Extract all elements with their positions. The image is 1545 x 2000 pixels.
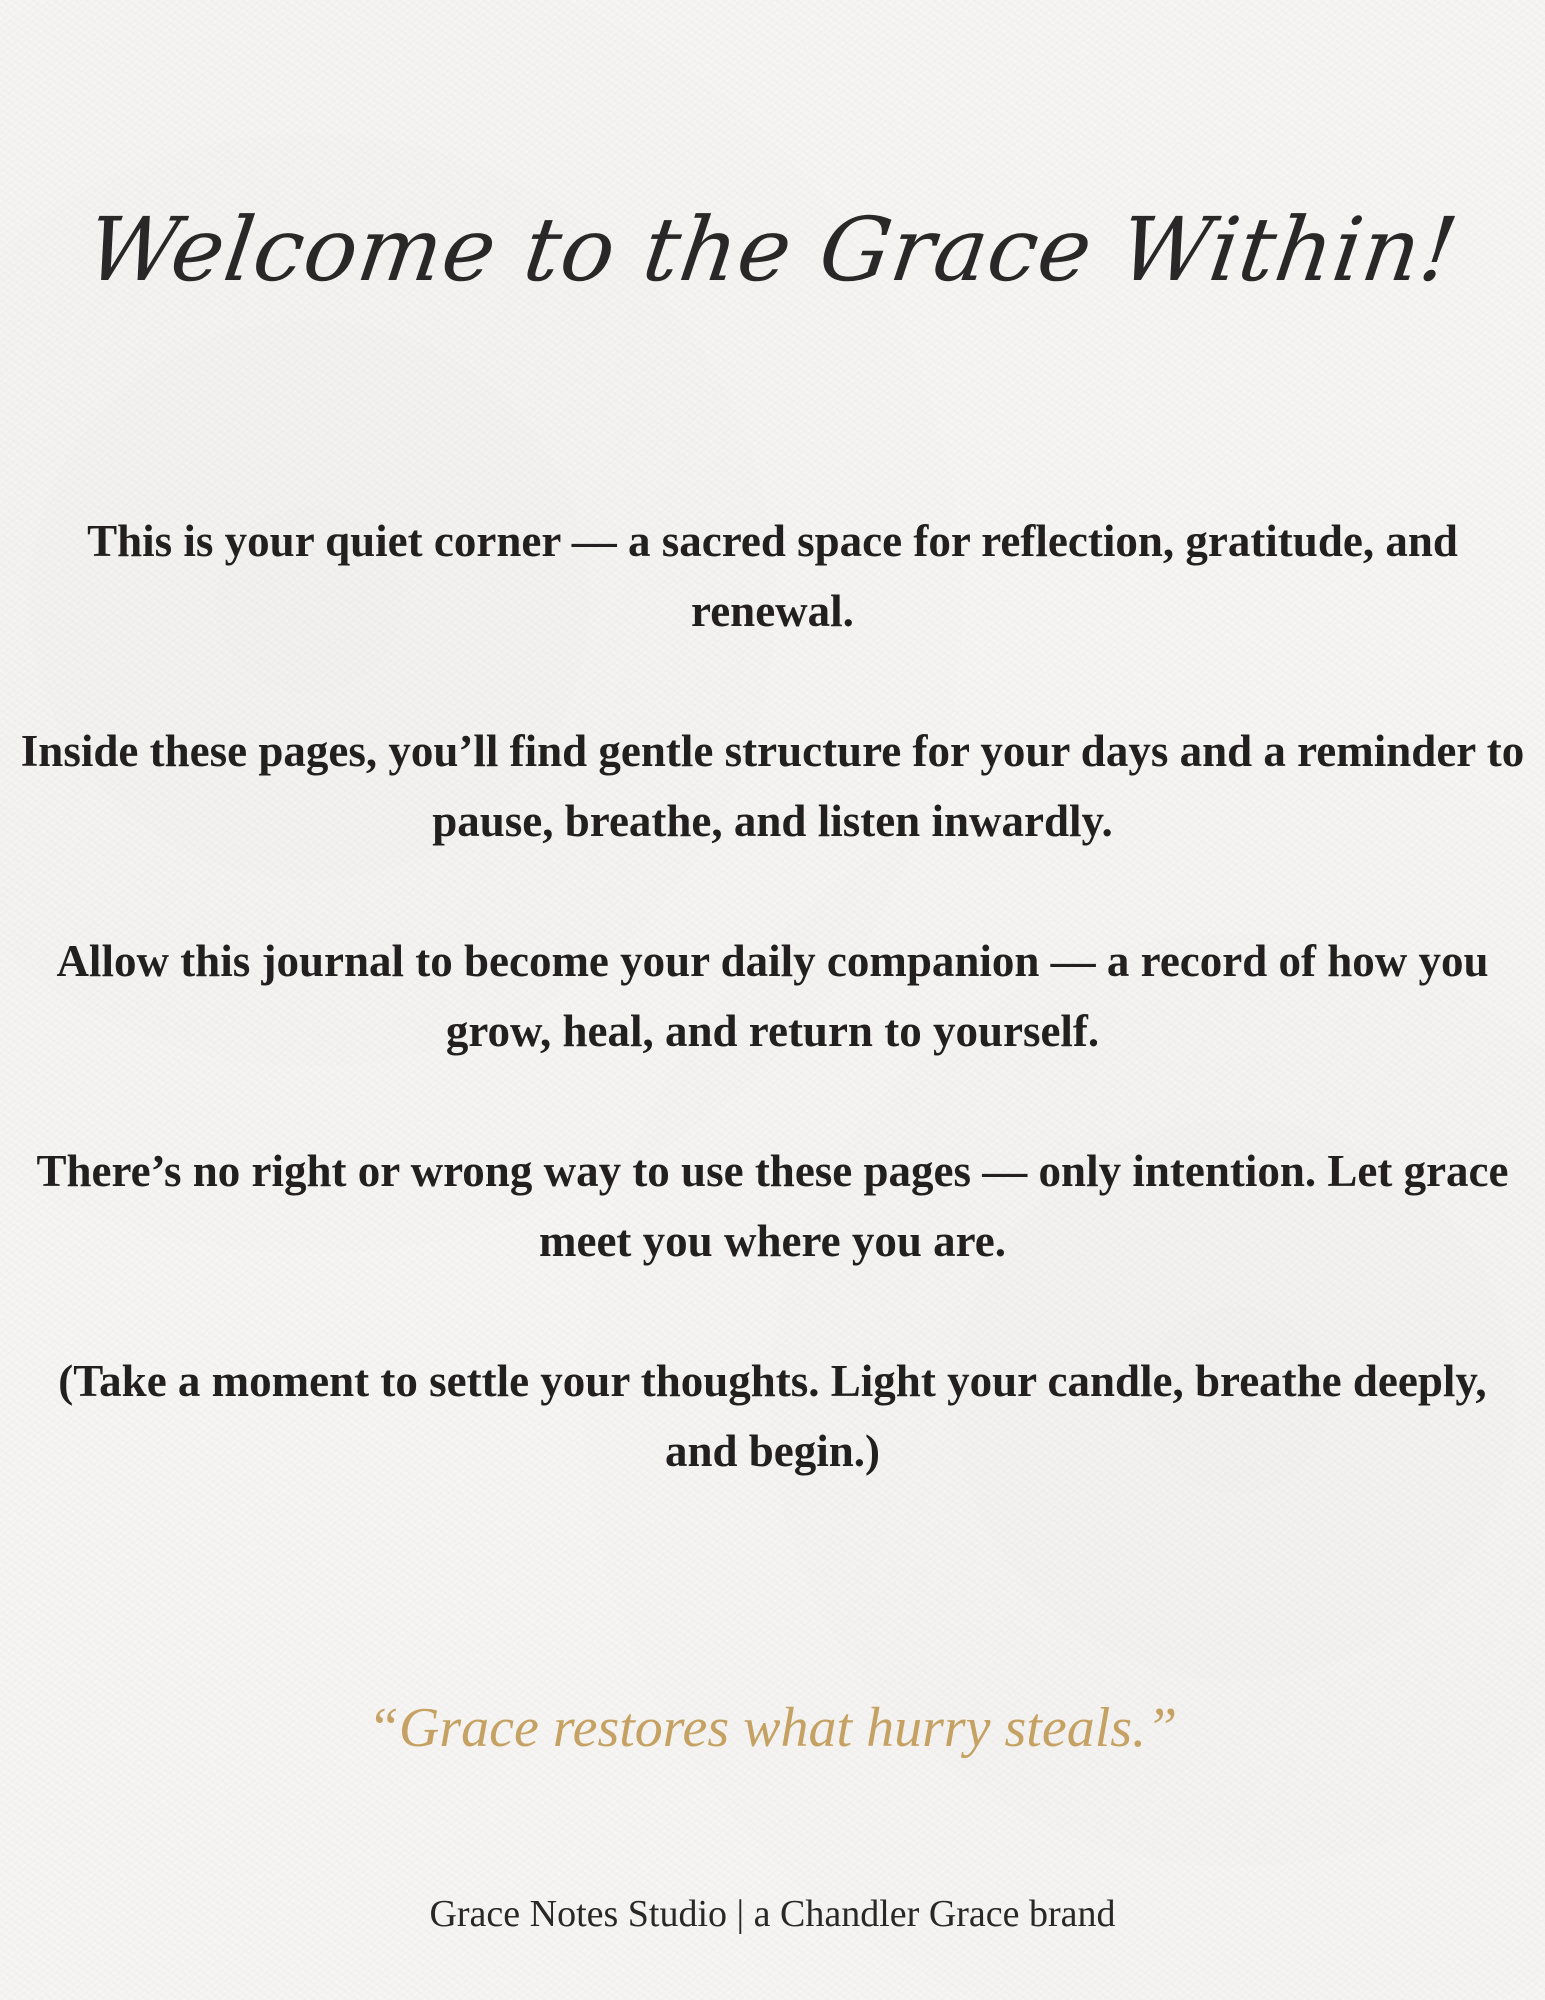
paragraph-no-right-way: There’s no right or wrong way to use these pages — only intention. Let grace meet you where you are.	[36, 1146, 1509, 1266]
brand-footer: Grace Notes Studio | a Chandler Grace brand	[429, 1893, 1116, 1935]
grace-quote: “Grace restores what hurry steals.”	[367, 1697, 1178, 1759]
paragraph-inside-pages: Inside these pages, you’ll find gentle structure for your days and a reminder to pause, breathe, and listen inwardly.	[20, 726, 1525, 846]
page-title: Welcome to the Grace Within!	[80, 198, 1465, 301]
intro-body	[20, 506, 1525, 1556]
paragraph-take-a-moment: (Take a moment to settle your thoughts. Light your candle, breathe deeply, and begin.)	[58, 1356, 1487, 1476]
paragraph-daily-companion: Allow this journal to become your daily companion — a record of how you grow, heal, and return to yourself.	[56, 936, 1489, 1056]
paragraph-quiet-corner: This is your quiet corner — a sacred space for reflection, gratitude, and renewal.	[87, 516, 1458, 636]
